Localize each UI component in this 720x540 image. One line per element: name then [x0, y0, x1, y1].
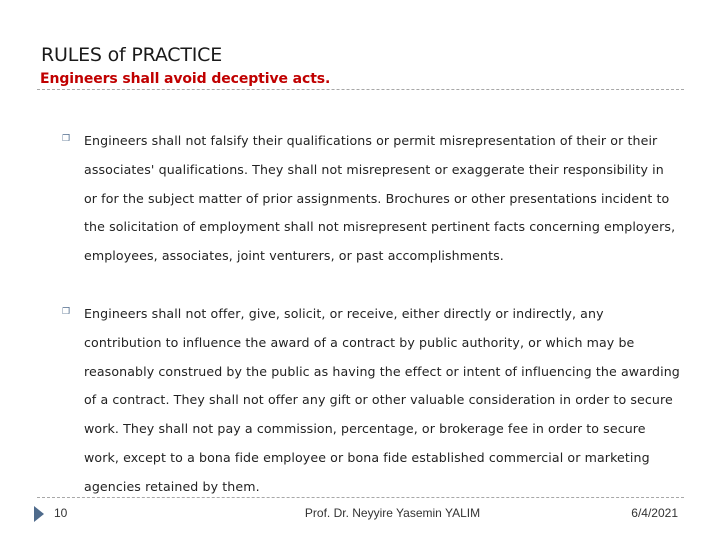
footer-date: 6/4/2021 — [631, 506, 678, 520]
square-bullet-icon: ❒ — [62, 307, 71, 317]
square-bullet-icon: ❒ — [62, 134, 71, 144]
slide-subtitle: Engineers shall avoid deceptive acts. — [40, 71, 331, 87]
bullet-text: Engineers shall not falsify their qualifications or permit misrepresentation of their or their associates' qualifications. They shall not misrepresent or exaggerate their responsibility in or for the subject matter of prior assignments. Brochures or other presentations incident to the solicitation of employment shall not misrepresent pertinent facts concerning employers, employees, associates, joint venturers, or past accomplishments. — [84, 133, 676, 264]
footer-author: Prof. Dr. Neyyire Yasemin YALIM — [304, 506, 481, 520]
slide-title: RULES of PRACTICE — [41, 44, 223, 66]
triangle-marker-icon — [34, 506, 44, 522]
footer-divider — [37, 497, 684, 498]
page-number: 10 — [54, 506, 68, 520]
bullet-text: Engineers shall not offer, give, solicit, or receive, either directly or indirectly, any contribution to influence the award of a contract by public authority, or which may be reasonably construed by the public as having the effect or intent of influencing the awarding of a contract. They shall not offer any gift or other valuable consideration in order to secure work. They shall not pay a commission, percentage, or brokerage fee in order to secure work, except to a bona fide employee or bona fide established commercial or marketing agencies retained by them. — [84, 306, 680, 494]
